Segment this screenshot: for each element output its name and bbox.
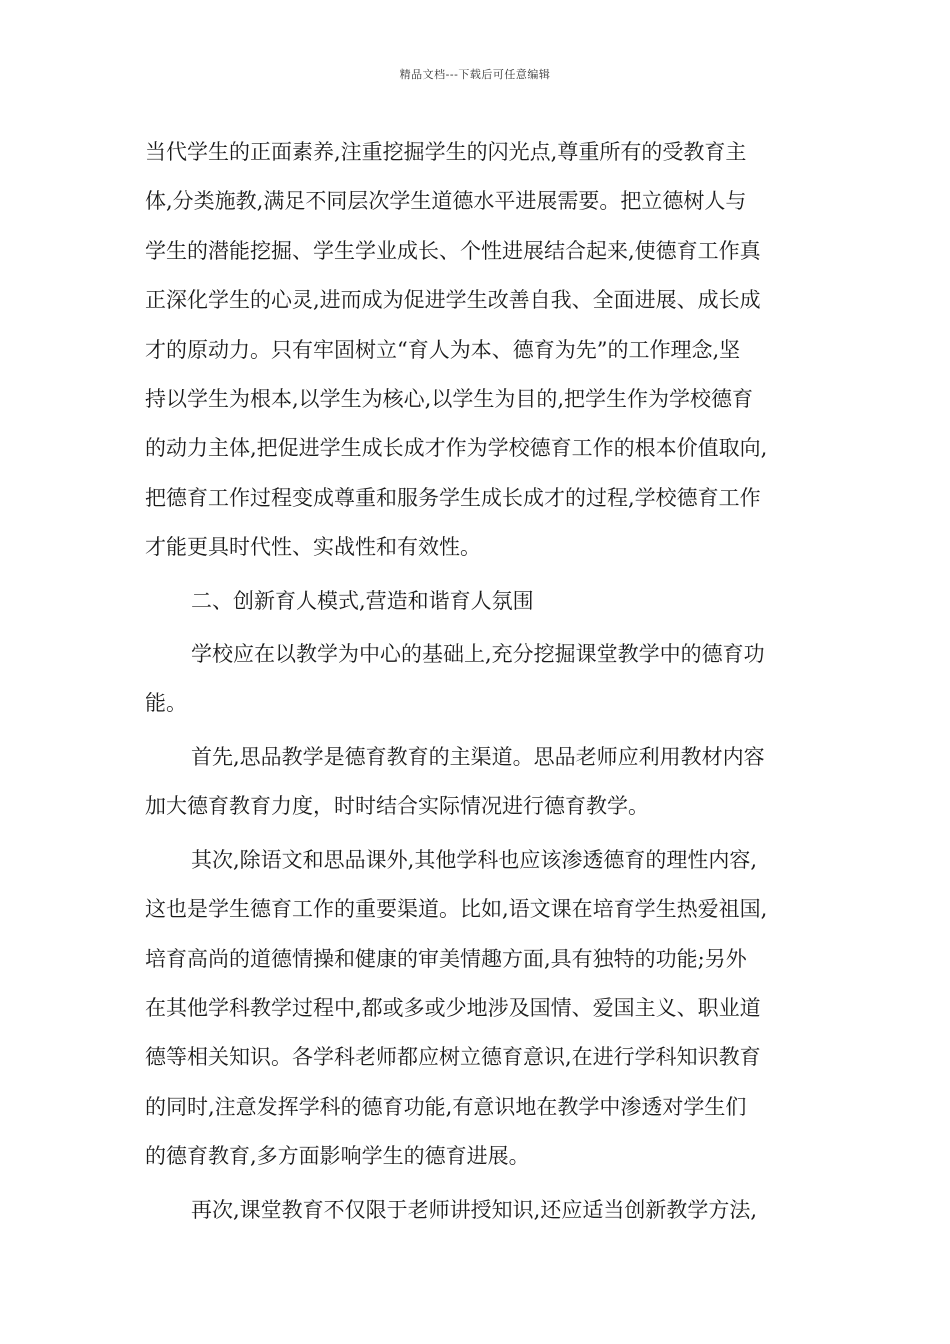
paragraph	[145, 630, 813, 729]
text-line: 其次,除语文和思品课外,其他学科也应该渗透德育的理性内容,	[191, 847, 758, 872]
page-header: 精品文档---下载后可任意编辑	[399, 68, 551, 81]
text-line: 体,分类施教,满足不同层次学生道德水平进展需要。把立德树人与	[145, 189, 747, 214]
paragraph	[145, 1186, 813, 1235]
text-line: 培育高尚的道德情操和健康的审美情趣方面,具有独特的功能;另外	[145, 946, 747, 971]
text-line: 正深化学生的心灵,进而成为促进学生改善自我、全面进展、成长成	[145, 288, 761, 313]
text-line: 才的原动力。只有牢固树立“育人为本、德育为先”的工作理念,坚	[145, 337, 741, 362]
text-line: 持以学生为根本,以学生为核心,以学生为目的,把学生作为学校德育	[145, 387, 754, 412]
text-line: 的同时,注意发挥学科的德育功能,有意识地在教学中渗透对学生们	[145, 1094, 747, 1119]
text-line: 的德育教育,多方面影响学生的德育进展。	[145, 1144, 530, 1169]
text-line: 这也是学生德育工作的重要渠道。比如,语文课在培育学生热爱祖国,	[145, 897, 768, 922]
text-line: 加大德育教育力度，时时结合实际情况进行德育教学。	[145, 794, 649, 819]
paragraph	[145, 836, 813, 1182]
text-line: 学生的潜能挖掘、学生学业成长、个性进展结合起来,使德育工作真	[145, 238, 761, 263]
paragraph	[145, 128, 813, 573]
text-line: 二、创新育人模式,营造和谐育人氛围	[191, 588, 534, 613]
paragraph	[145, 733, 813, 832]
text-line: 学校应在以教学为中心的基础上,充分挖掘课堂教学中的德育功	[191, 642, 765, 667]
text-line: 把德育工作过程变成尊重和服务学生成长成才的过程,学校德育工作	[145, 485, 761, 510]
text-line: 德等相关知识。各学科老师都应树立德育意识,在进行学科知识教育	[145, 1045, 761, 1070]
text-line: 能。	[145, 691, 187, 716]
document-body	[145, 128, 813, 1239]
text-line: 才能更具时代性、实战性和有效性。	[145, 535, 481, 560]
text-line: 首先,思品教学是德育教育的主渠道。思品老师应利用教材内容	[191, 744, 765, 769]
text-line: 在其他学科教学过程中,都或多或少地涉及国情、爱国主义、职业道	[145, 995, 761, 1020]
text-line: 的动力主体,把促进学生成长成才作为学校德育工作的根本价值取向,	[145, 436, 768, 461]
text-line: 再次,课堂教育不仅限于老师讲授知识,还应适当创新教学方法,	[191, 1197, 758, 1222]
paragraph	[145, 577, 813, 626]
text-line: 当代学生的正面素养,注重挖掘学生的闪光点,尊重所有的受教育主	[145, 140, 747, 164]
